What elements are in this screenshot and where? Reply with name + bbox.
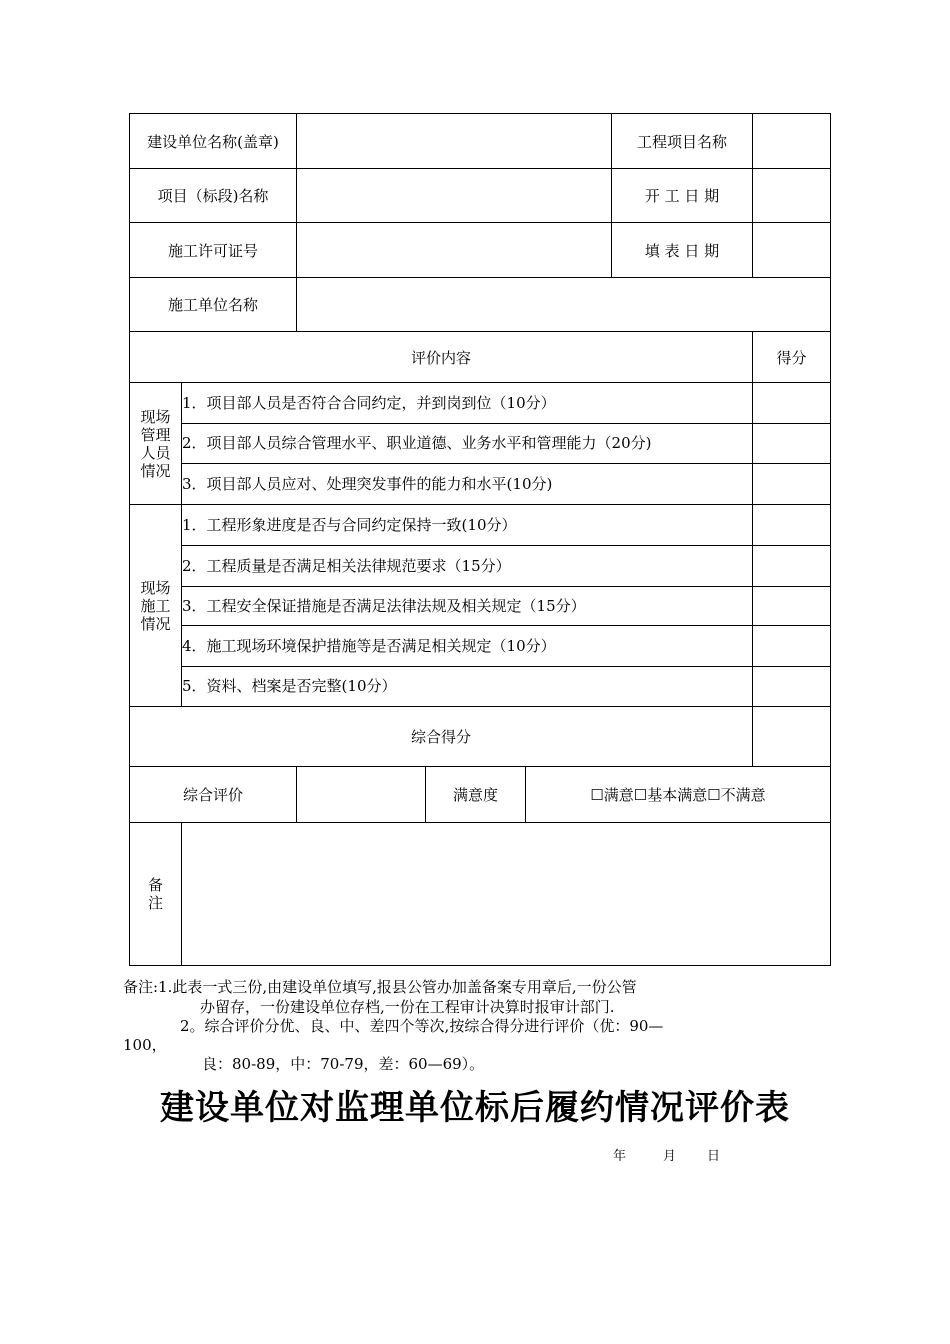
criteria-item: 3．项目部人员应对、处理突发事件的能力和水平(10分)	[182, 464, 753, 505]
criteria-item: 2．项目部人员综合管理水平、职业道德、业务水平和管理能力（20分)	[182, 424, 753, 464]
remarks-label: 备注	[130, 823, 182, 966]
satisfaction-label: 满意度	[426, 767, 526, 823]
total-score-value[interactable]	[753, 707, 831, 767]
score-header: 得分	[753, 332, 831, 383]
note-line-1: 备注:1.此表一式三份,由建设单位填写,报县公管办加盖备案专用章后,一份公管	[123, 978, 637, 996]
criteria-item: 5．资料、档案是否完整(10分）	[182, 667, 753, 707]
section-name-label: 项目（标段)名称	[130, 169, 297, 223]
note-line-3: 2。综合评价分优、良、中、差四个等次,按综合得分进行评价（优：90—	[180, 1017, 664, 1035]
project-name-label: 工程项目名称	[612, 114, 753, 169]
criteria-item: 3．工程安全保证措施是否满足法律法规及相关规定（15分）	[182, 587, 753, 626]
permit-label: 施工许可证号	[130, 223, 297, 278]
overall-evaluation-label: 综合评价	[130, 767, 297, 823]
score-cell[interactable]	[753, 464, 831, 505]
construction-unit-value[interactable]	[297, 114, 612, 169]
start-date-label: 开 工 日 期	[612, 169, 753, 223]
score-cell[interactable]	[753, 424, 831, 464]
score-cell[interactable]	[753, 546, 831, 587]
construction-unit-label: 建设单位名称(盖章)	[130, 114, 297, 169]
criteria-item: 1．项目部人员是否符合合同约定，并到岗到位（10分）	[182, 383, 753, 424]
note-line-4: 100，	[123, 1036, 167, 1054]
satisfaction-options[interactable]: ☐满意☐基本满意☐不满意	[526, 767, 831, 823]
group-label-construction: 现场施工情况	[130, 505, 182, 707]
score-cell[interactable]	[753, 626, 831, 667]
date-day: 日	[707, 1149, 721, 1164]
contractor-label: 施工单位名称	[130, 278, 297, 332]
score-cell[interactable]	[753, 505, 831, 546]
criteria-item: 2．工程质量是否满足相关法律规范要求（15分）	[182, 546, 753, 587]
page-title: 建设单位对监理单位标后履约情况评价表	[160, 1088, 790, 1128]
total-score-label: 综合得分	[130, 707, 753, 767]
content-header: 评价内容	[130, 332, 753, 383]
evaluation-form-table	[129, 113, 831, 966]
score-cell[interactable]	[753, 383, 831, 424]
project-name-value[interactable]	[753, 114, 831, 169]
fill-date-label: 填 表 日 期	[612, 223, 753, 278]
remarks-value[interactable]	[182, 823, 831, 966]
date-month: 月	[663, 1149, 677, 1164]
start-date-value[interactable]	[753, 169, 831, 223]
section-name-value[interactable]	[297, 169, 612, 223]
criteria-item: 1．工程形象进度是否与合同约定保持一致(10分）	[182, 505, 753, 546]
fill-date-value[interactable]	[753, 223, 831, 278]
contractor-value[interactable]	[297, 278, 831, 332]
overall-evaluation-value[interactable]	[297, 767, 426, 823]
score-cell[interactable]	[753, 587, 831, 626]
criteria-item: 4．施工现场环境保护措施等是否满足相关规定（10分）	[182, 626, 753, 667]
note-line-5: 良：80-89，中：70-79，差：60—69）。	[202, 1055, 485, 1073]
group-label-management: 现场管理人员情况	[130, 383, 182, 505]
date-year: 年	[613, 1149, 627, 1164]
score-cell[interactable]	[753, 667, 831, 707]
permit-value[interactable]	[297, 223, 612, 278]
note-line-2: 办留存，一份建设单位存档,一份在工程审计决算时报审计部门.	[200, 998, 615, 1016]
